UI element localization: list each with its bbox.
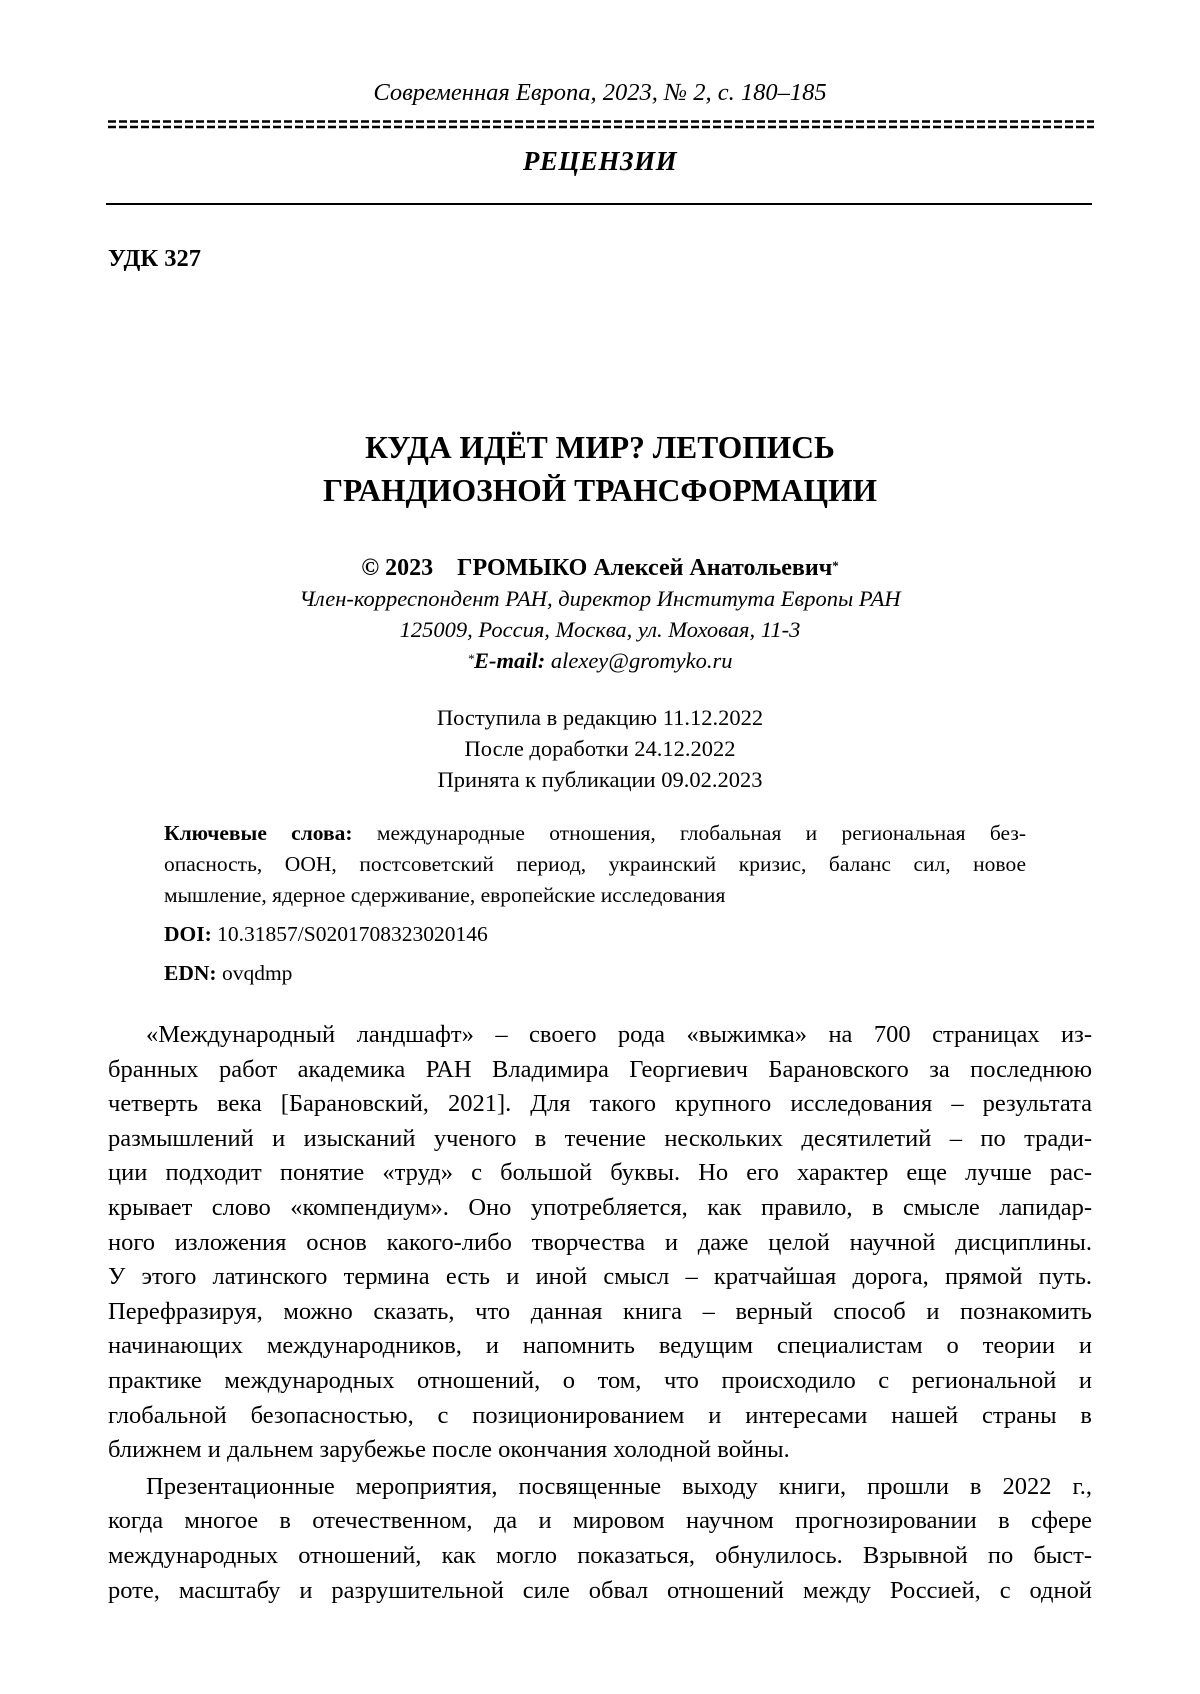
keywords-label: Ключевые слова: xyxy=(164,821,353,845)
body-line: ближнем и дальнем зарубежье после окончания холодной войны. xyxy=(108,1436,790,1464)
body-line: ного изложения основ какого-либо творчества и даже целой научной дисциплины. xyxy=(108,1228,1092,1256)
body-line: ции подходит понятие «труд» с большой буквы. Но его характер еще лучше рас- xyxy=(108,1159,1092,1187)
body-line: размышлений и изысканий ученого в течение нескольких десятилетий – по тради- xyxy=(108,1124,1092,1152)
author-footnote-marker: * xyxy=(832,558,839,573)
double-dashed-rule xyxy=(108,120,1094,129)
title-line-1: КУДА ИДЁТ МИР? ЛЕТОПИСЬ xyxy=(365,430,835,465)
body-line: когда многое в отечественном, да и мировом научном прогнозировании в сфере xyxy=(108,1507,1092,1535)
author-position: Член-корреспондент РАН, директор Института Европы РАН xyxy=(299,586,901,611)
date-revised: После доработки 24.12.2022 xyxy=(464,736,736,761)
title-line-2: ГРАНДИОЗНОЙ ТРАНСФОРМАЦИИ xyxy=(323,473,877,508)
paragraph-1 xyxy=(108,1018,1092,1468)
running-head: Современная Европа, 2023, № 2, с. 180–185 xyxy=(373,79,827,106)
edn-value: ovqdmp xyxy=(221,961,293,985)
article-title xyxy=(108,426,1092,512)
body-line: Презентационные мероприятия, посвященные выходу книги, прошли в 2022 г., xyxy=(146,1472,1092,1500)
doi-value[interactable]: 10.31857/S0201708323020146 xyxy=(217,922,488,946)
body-line: бранных работ академика РАН Владимира Георгиевич Барановского за последнюю xyxy=(108,1055,1092,1083)
body-line: четверть века [Барановский, 2021]. Для такого крупного исследования – результата xyxy=(108,1090,1092,1118)
keywords-text-1: международные отношения, глобальная и региональная без- xyxy=(376,821,1026,845)
doi-label: DOI: xyxy=(164,922,212,946)
body-line: начинающих международников, и напомнить ведущим специалистам о теории и xyxy=(108,1332,1092,1360)
keywords-line-2: опасность, ООН, постсоветский период, украинский кризис, баланс сил, новое xyxy=(164,852,1026,876)
author-line xyxy=(108,553,1092,583)
keywords-line-3: мышление, ядерное сдерживание, европейские исследования xyxy=(164,883,726,907)
email-footnote-marker: * xyxy=(467,651,474,666)
section-rule xyxy=(106,203,1092,205)
doi-row xyxy=(164,919,1026,950)
body-line: «Международный ландшафт» – своего рода «выжимка» на 700 страницах из- xyxy=(146,1021,1092,1048)
copyright-year: © 2023 xyxy=(361,555,434,581)
edn-label: EDN: xyxy=(164,961,217,985)
author-email-line xyxy=(108,645,1092,676)
author-email[interactable]: alexey@gromyko.ru xyxy=(550,648,733,673)
body-line: роте, масштабу и разрушительной силе обвал отношений между Россией, с одной xyxy=(108,1576,1092,1604)
edn-row xyxy=(164,958,1026,989)
body-line: Перефразируя, можно сказать, что данная книга – верный способ и познакомить xyxy=(108,1297,1092,1325)
email-label: E-mail: xyxy=(473,648,546,673)
section-heading: РЕЦЕНЗИИ xyxy=(522,146,678,176)
body-line: глобальной безопасностью, с позиционированием и интересами нашей страны в xyxy=(108,1401,1092,1429)
article-dates xyxy=(108,702,1092,795)
date-accepted: Принята к публикации 09.02.2023 xyxy=(437,767,763,792)
article-meta xyxy=(164,818,1026,989)
keywords-line-1 xyxy=(164,818,1026,849)
body-line: У этого латинского термина есть и иной смысл – кратчайшая дорога, прямой путь. xyxy=(108,1263,1092,1291)
author-address: 125009, Россия, Москва, ул. Моховая, 11-3 xyxy=(399,617,801,642)
author-name: ГРОМЫКО Алексей Анатольевич xyxy=(457,555,833,581)
body-line: крывает слово «компендиум». Оно употребляется, как правило, в смысле лапидар- xyxy=(108,1193,1092,1221)
date-received: Поступила в редакцию 11.12.2022 xyxy=(436,705,764,730)
udk-code: УДК 327 xyxy=(108,245,201,272)
paragraph-2 xyxy=(108,1470,1092,1608)
author-block xyxy=(108,553,1092,676)
body-line: международных отношений, как могло показаться, обнулилось. Взрывной по быст- xyxy=(108,1541,1092,1569)
article-body xyxy=(108,1018,1092,1608)
body-line: практике международных отношений, о том, что происходило с региональной и xyxy=(108,1366,1092,1394)
